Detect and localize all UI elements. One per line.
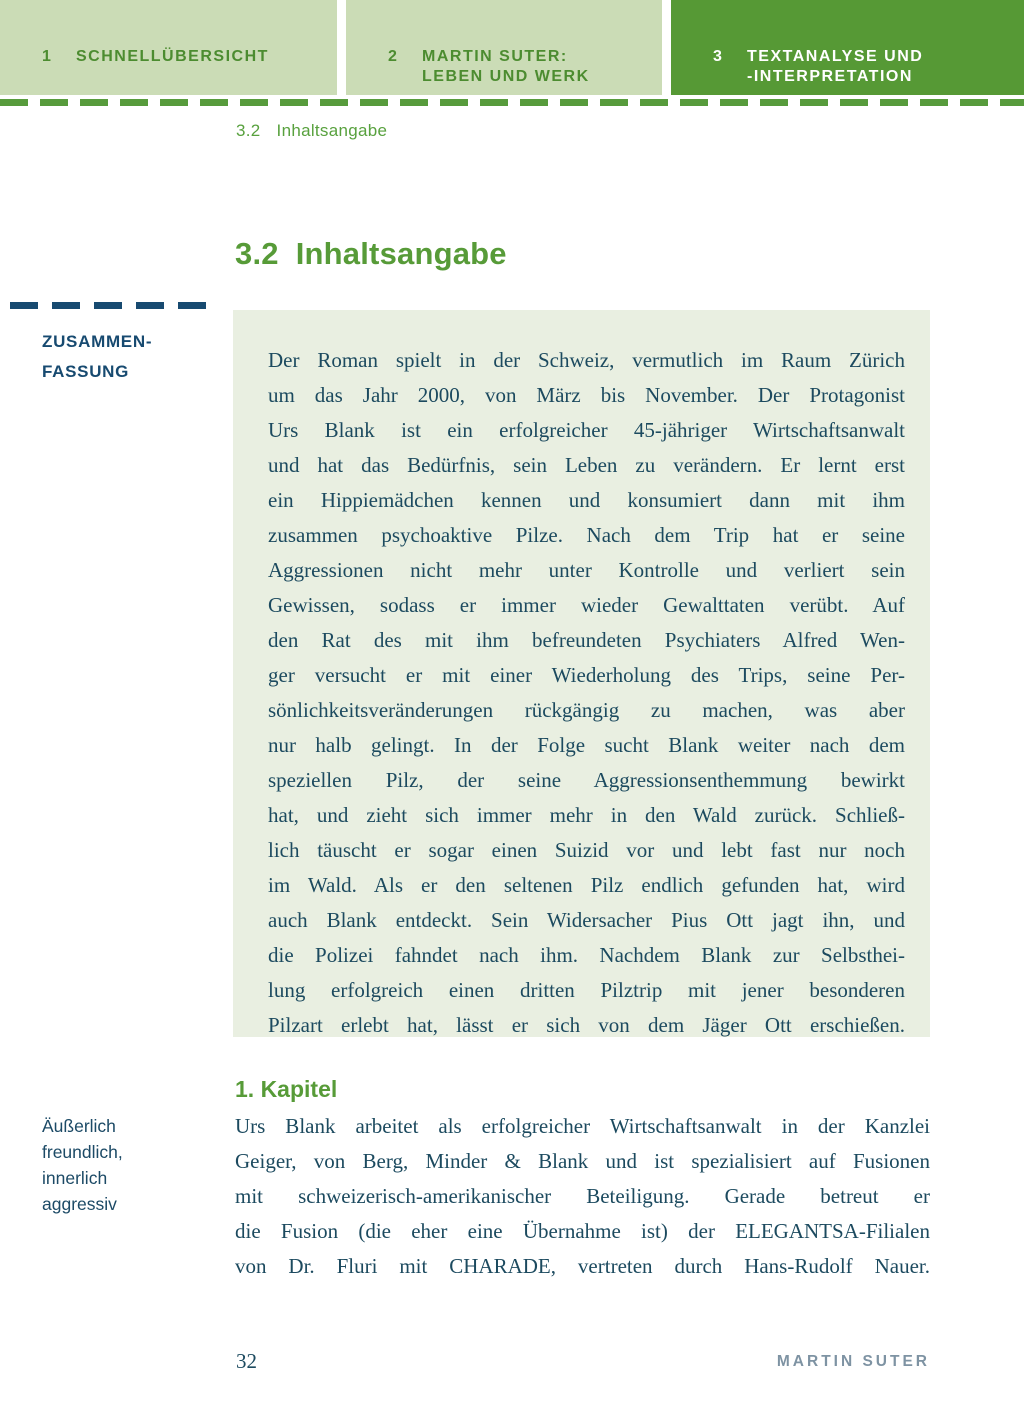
tab-martin-suter-leben-und-werk[interactable] — [346, 0, 662, 95]
green-dashed-divider — [0, 99, 1024, 106]
page-number: 32 — [236, 1349, 257, 1373]
text-line: lich täuscht er sogar einen Suizid vor und lebt fast nur noch — [268, 838, 905, 862]
text-line: auch Blank entdeckt. Sein Widersacher Pius Ott jagt ihn, und — [268, 908, 905, 932]
text-line: Pilzart erlebt hat, lässt er sich von dem Jäger Ott erschießen. — [268, 1013, 905, 1037]
margin-note: Äußerlich freundlich, innerlich aggressiv — [42, 1116, 123, 1214]
text-line: speziellen Pilz, der seine Aggressionsenthemmung bewirkt — [268, 768, 905, 792]
text-line: im Wald. Als er den seltenen Pilz endlich gefunden hat, wird — [268, 873, 905, 897]
breadcrumb — [236, 121, 387, 141]
text-line: zusammen psychoaktive Pilze. Nach dem Trip hat er seine — [268, 523, 905, 547]
text-line: ein Hippiemädchen kennen und konsumiert dann mit ihm — [268, 488, 905, 512]
text-line: mit schweizerisch-amerikanischer Beteiligung. Gerade betreut er — [235, 1184, 930, 1208]
section-number: 3.2 — [235, 236, 279, 271]
text-line: Aggressionen nicht mehr unter Kontrolle und verliert sein — [268, 558, 905, 582]
tab-label: TEXTANALYSE UND -INTERPRETATION — [747, 48, 924, 85]
text-line: Urs Blank ist ein erfolgreicher 45-jähriger Wirtschaftsanwalt — [268, 418, 905, 442]
text-line: um das Jahr 2000, von März bis November. Der Protagonist — [268, 383, 905, 407]
chapter-heading: 1. Kapitel — [235, 1076, 338, 1102]
text-line: von Dr. Fluri mit CHARADE, vertreten durch Hans-Rudolf Nauer. — [235, 1254, 930, 1278]
section-title: Inhaltsangabe — [295, 236, 507, 271]
section-heading — [235, 236, 507, 272]
text-line: Gewissen, sodass er immer wieder Gewalttaten verübt. Auf — [268, 593, 905, 617]
tab-number: 1 — [42, 48, 53, 65]
running-footer-author: MARTIN SUTER — [776, 1353, 930, 1370]
tab-label: SCHNELLÜBERSICHT — [76, 48, 269, 65]
text-line: nur halb gelingt. In der Folge sucht Blank weiter nach dem — [268, 733, 905, 757]
text-line: den Rat des mit ihm befreundeten Psychiaters Alfred Wen- — [268, 628, 905, 652]
text-line: ger versucht er mit einer Wiederholung des Trips, seine Per- — [268, 663, 905, 687]
tab-label: MARTIN SUTER: LEBEN UND WERK — [422, 48, 590, 85]
text-line: Geiger, von Berg, Minder & Blank und ist spezialisiert auf Fusionen — [235, 1149, 930, 1173]
text-line: Der Roman spielt in der Schweiz, vermutlich im Raum Zürich — [268, 348, 905, 372]
navy-dashed-rule — [0, 302, 206, 309]
text-line: lung erfolgreich einen dritten Pilztrip mit jener besonderen — [268, 978, 905, 1002]
margin-summary-label: ZUSAMMEN- FASSUNG — [42, 332, 153, 381]
text-line: und hat das Bedürfnis, sein Leben zu verändern. Er lernt erst — [268, 453, 905, 477]
tab-schnelluebersicht[interactable] — [0, 0, 337, 95]
summary-box — [233, 310, 930, 1037]
chapter-body-text — [235, 1109, 930, 1284]
text-line: sönlichkeitsveränderungen rückgängig zu machen, was aber — [268, 698, 905, 722]
tab-textanalyse-und-interpretation-active[interactable] — [671, 0, 1024, 95]
text-line: hat, und zieht sich immer mehr in den Wald zurück. Schließ- — [268, 803, 905, 827]
text-line: Urs Blank arbeitet als erfolgreicher Wirtschaftsanwalt in der Kanzlei — [235, 1114, 930, 1138]
text-line: die Polizei fahndet nach ihm. Nachdem Blank zur Selbsthei- — [268, 943, 905, 967]
text-line: die Fusion (die eher eine Übernahme ist) der ELEGANTSA-Filialen — [235, 1219, 930, 1243]
breadcrumb-label: Inhaltsangabe — [276, 121, 388, 140]
tab-number: 2 — [388, 48, 399, 65]
tab-number: 3 — [713, 48, 724, 65]
breadcrumb-number: 3.2 — [236, 121, 261, 140]
